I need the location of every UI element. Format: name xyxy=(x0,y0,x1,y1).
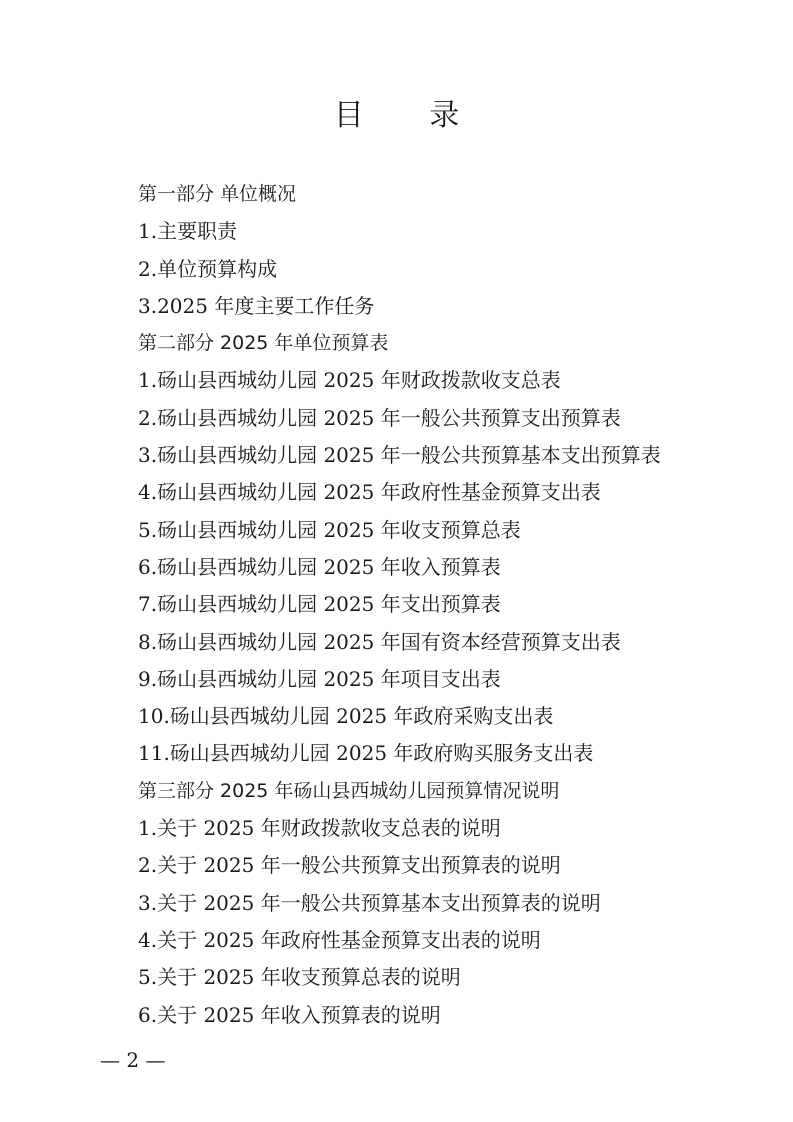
toc-entry: 5.关于 2025 年收支预算总表的说明 xyxy=(138,965,461,990)
toc-entry: 1.关于 2025 年财政拨款收支总表的说明 xyxy=(138,816,501,841)
toc-entry: 2.单位预算构成 xyxy=(138,256,278,281)
toc-entry: 4.关于 2025 年政府性基金预算支出表的说明 xyxy=(138,927,541,952)
toc-entry: 4.砀山县西城幼儿园 2025 年政府性基金预算支出表 xyxy=(138,480,601,505)
toc-section-heading: 第一部分 单位概况 xyxy=(138,183,297,205)
page-title: 目 录 xyxy=(333,98,488,133)
toc-entry: 9.砀山县西城幼儿园 2025 年项目支出表 xyxy=(138,666,501,691)
toc-entry: 1.砀山县西城幼儿园 2025 年财政拨款收支总表 xyxy=(138,368,561,393)
toc-entry: 10.砀山县西城幼儿园 2025 年政府采购支出表 xyxy=(138,704,554,729)
toc-entry: 6.关于 2025 年收入预算表的说明 xyxy=(138,1002,441,1027)
toc-entry: 11.砀山县西城幼儿园 2025 年政府购买服务支出表 xyxy=(138,741,594,766)
toc-entry: 6.砀山县西城幼儿园 2025 年收入预算表 xyxy=(138,554,501,579)
table-of-contents xyxy=(138,176,758,1034)
toc-entry: 8.砀山县西城幼儿园 2025 年国有资本经营预算支出表 xyxy=(138,629,621,654)
toc-entry: 2.砀山县西城幼儿园 2025 年一般公共预算支出预算表 xyxy=(138,405,621,430)
page-number: — 2 — xyxy=(100,1048,166,1072)
toc-entry: 7.砀山县西城幼儿园 2025 年支出预算表 xyxy=(138,592,501,617)
toc-section-heading: 第三部分 2025 年砀山县西城幼儿园预算情况说明 xyxy=(138,779,560,802)
toc-section-heading: 第二部分 2025 年单位预算表 xyxy=(138,332,389,355)
toc-entry: 2.关于 2025 年一般公共预算支出预算表的说明 xyxy=(138,853,561,878)
toc-entry: 3.关于 2025 年一般公共预算基本支出预算表的说明 xyxy=(138,890,601,915)
toc-entry: 3.2025 年度主要工作任务 xyxy=(138,293,375,318)
toc-entry: 5.砀山县西城幼儿园 2025 年收支预算总表 xyxy=(138,517,521,542)
toc-entry: 3.砀山县西城幼儿园 2025 年一般公共预算基本支出预算表 xyxy=(138,443,661,468)
toc-entry: 1.主要职责 xyxy=(138,219,238,244)
